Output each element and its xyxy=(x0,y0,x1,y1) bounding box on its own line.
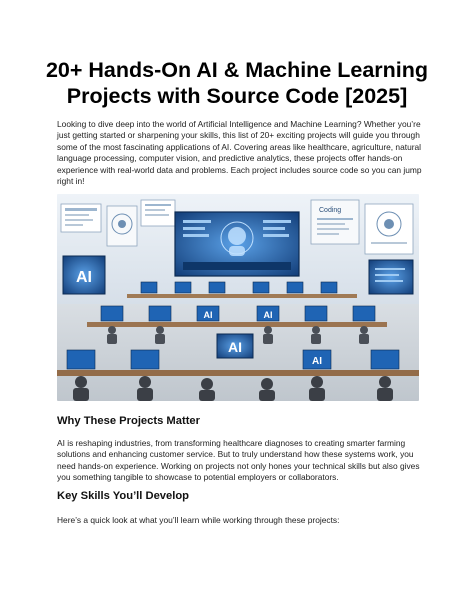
coding-label: Coding xyxy=(319,207,342,214)
ai-center-label: AI xyxy=(228,339,242,355)
ai-left-label: AI xyxy=(76,269,92,286)
section-body-skills: Here’s a quick look at what you’ll learn while working through these projects: xyxy=(57,515,340,525)
center-ai-screen xyxy=(217,334,253,358)
ai-monitor-label: AI xyxy=(263,310,273,320)
left-ai-screen xyxy=(63,256,105,294)
hero-illustration xyxy=(57,194,419,401)
page-title: 20+ Hands-On AI & Machine Learning Projects with Source Code [2025] xyxy=(45,58,429,108)
central-screen xyxy=(175,212,299,276)
intro-paragraph: Looking to dive deep into the world of Artificial Intelligence and Machine Learning? Whether you’re just getting started or sharpening your skills, this list of 20+ exciting projects will guide you through some of the most fascinating applications of AI. Covering areas like healthcare, agriculture, natural language processing, computer vision, and predictive analytics, these projects offer hands-on experience with real-world data and problems. Each project includes source code so you can jump right in! xyxy=(57,119,422,187)
classroom-illustration xyxy=(57,194,419,401)
ai-monitor-label: AI xyxy=(203,310,213,320)
section-heading-skills: Key Skills You’ll Develop xyxy=(57,490,190,502)
section-body-why: AI is reshaping industries, from transforming healthcare diagnoses to creating smarter farming solutions and enhancing customer service. But to truly understand how these systems work, you need hands-on experience. Working on projects not only hones your technical skills but also gives you something tangible to showcase to potential employers or collaborators. xyxy=(57,438,420,483)
ai-monitor-label: AI xyxy=(312,356,322,367)
section-heading-why: Why These Projects Matter xyxy=(57,415,200,427)
